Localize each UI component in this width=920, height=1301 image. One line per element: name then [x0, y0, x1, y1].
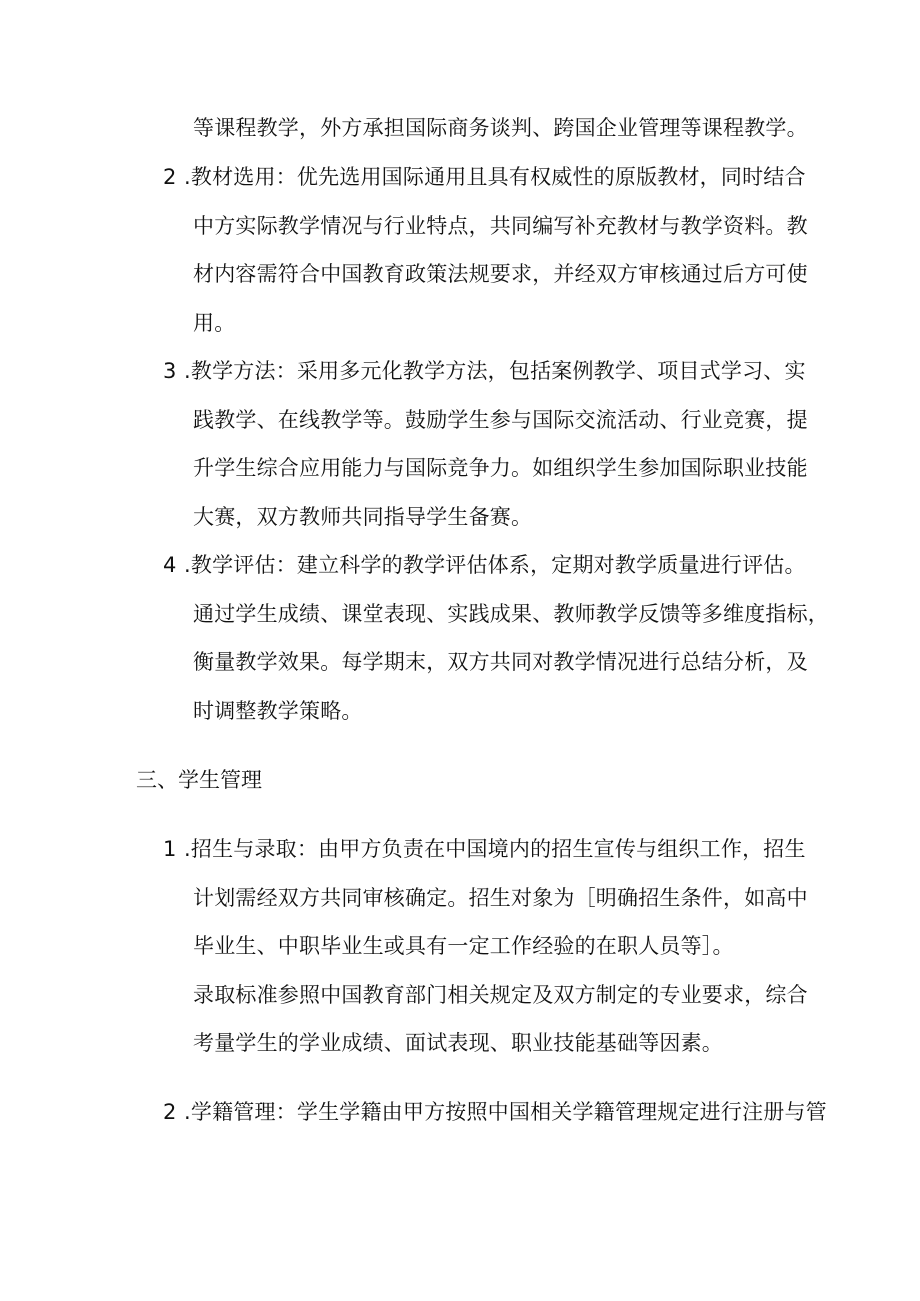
item-line: .学籍管理：学生学籍由甲方按照中国相关学籍管理规定进行注册与管: [184, 1100, 827, 1124]
item-line: 毕业生、中职毕业生或具有一定工作经验的在职人员等］。: [193, 934, 734, 958]
item-line: 践教学、在线教学等。鼓励学生参与国际交流活动、行业竞赛，提: [193, 408, 808, 432]
item-line: 材内容需符合中国教育政策法规要求，并经双方审核通过后方可使: [193, 262, 808, 286]
item-line: .教材选用：优先选用国际通用且具有权威性的原版教材，同时结合: [184, 165, 806, 189]
item-line: .招生与录取：由甲方负责在中国境内的招生宣传与组织工作，招生: [184, 837, 806, 861]
section-heading: 三、学生管理: [136, 768, 262, 792]
item-line: 用。: [193, 311, 236, 335]
item-number: 4: [163, 553, 177, 577]
item-line: .教学评估：建立科学的教学评估体系，定期对教学质量进行评估。: [184, 553, 806, 577]
item-line: 升学生综合应用能力与国际竞争力。如组织学生参加国际职业技能: [193, 456, 808, 480]
item-line: 计划需经双方共同审核确定。招生对象为［明确招生条件，如高中: [193, 886, 808, 910]
item-number: 2: [163, 165, 177, 189]
item-line: 中方实际教学情况与行业特点，共同编写补充教材与教学资料。教: [193, 214, 808, 238]
item-line: 通过学生成绩、课堂表现、实践成果、教师教学反馈等多维度指标，: [193, 602, 829, 626]
item-line: 考量学生的学业成绩、面试表现、职业技能基础等因素。: [193, 1031, 723, 1055]
item-line: .教学方法：采用多元化教学方法，包括案例教学、项目式学习、实: [184, 359, 806, 383]
item-line: 衡量教学效果。每学期末，双方共同对教学情况进行总结分析，及: [193, 650, 808, 674]
item-line: 录取标准参照中国教育部门相关规定及双方制定的专业要求，综合: [193, 983, 808, 1007]
item-line: 时调整教学策略。: [193, 699, 363, 723]
item-number: 1: [163, 837, 177, 861]
item-line: 大赛，双方教师共同指导学生备赛。: [193, 505, 533, 529]
item-number: 3: [163, 359, 177, 383]
item-number: 2: [163, 1100, 177, 1124]
carry-over-line: 等课程教学，外方承担国际商务谈判、跨国企业管理等课程教学。: [193, 116, 808, 140]
